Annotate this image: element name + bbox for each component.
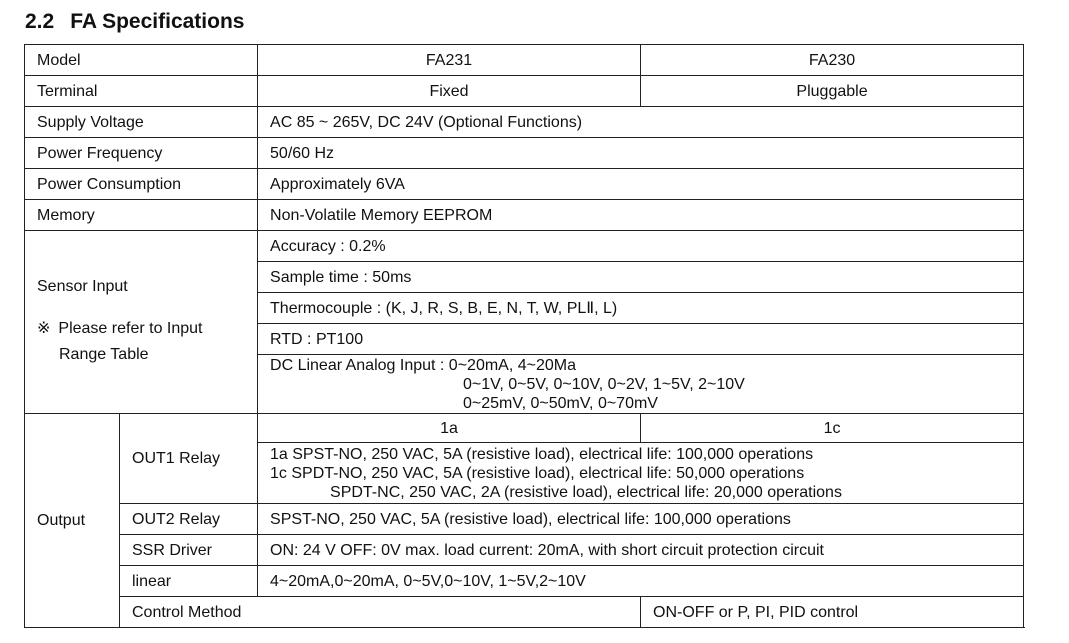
ssr-driver-value: ON: 24 V OFF: 0V max. load current: 20mA, with short circuit protection circuit <box>258 535 1024 566</box>
memory-label: Memory <box>25 200 258 231</box>
table-row <box>25 231 1024 262</box>
sensor-input-label-cell <box>25 231 258 414</box>
power-consumption-value: Approximately 6VA <box>258 169 1024 200</box>
sensor-input-note <box>37 316 257 368</box>
dc-linear-line-2: 0~1V, 0~5V, 0~10V, 0~2V, 1~5V, 2~10V <box>463 375 745 393</box>
terminal-label: Terminal <box>25 76 258 107</box>
output-label: Output <box>25 414 120 628</box>
model-label: Model <box>25 45 258 76</box>
note-line-2: Range Table <box>59 345 149 363</box>
out1-line-3: SPDT-NC, 250 VAC, 2A (resistive load), electrical life: 20,000 operations <box>330 483 842 501</box>
table-row <box>25 566 1024 597</box>
sensor-input-label: Sensor Input <box>37 277 128 295</box>
power-frequency-value: 50/60 Hz <box>258 138 1024 169</box>
out1-relay-value <box>258 443 1024 504</box>
table-row <box>25 200 1024 231</box>
ssr-driver-label: SSR Driver <box>120 535 258 566</box>
out1-col-1c: 1c <box>641 414 1024 443</box>
section-title: FA Specifications <box>70 10 245 33</box>
model-fa231: FA231 <box>258 45 641 76</box>
table-row <box>25 169 1024 200</box>
sensor-thermocouple: Thermocouple : (K, J, R, S, B, E, N, T, W, PLⅡ, L) <box>258 293 1024 324</box>
out2-relay-label: OUT2 Relay <box>120 504 258 535</box>
memory-value: Non-Volatile Memory EEPROM <box>258 200 1024 231</box>
model-fa230: FA230 <box>641 45 1024 76</box>
section-heading <box>25 10 244 34</box>
sensor-accuracy: Accuracy : 0.2% <box>258 231 1024 262</box>
sensor-sample-time: Sample time : 50ms <box>258 262 1024 293</box>
power-frequency-label: Power Frequency <box>25 138 258 169</box>
table-row <box>25 107 1024 138</box>
out1-col-1a: 1a <box>258 414 641 443</box>
linear-value: 4~20mA,0~20mA, 0~5V,0~10V, 1~5V,2~10V <box>258 566 1024 597</box>
table-row <box>25 504 1024 535</box>
table-row <box>25 535 1024 566</box>
fa-specifications-table <box>24 44 1024 628</box>
sensor-rtd: RTD : PT100 <box>258 324 1024 355</box>
linear-label: linear <box>120 566 258 597</box>
out1-line-2: 1c SPDT-NO, 250 VAC, 5A (resistive load), electrical life: 50,000 operations <box>270 464 805 482</box>
section-number: 2.2 <box>25 10 55 33</box>
power-consumption-label: Power Consumption <box>25 169 258 200</box>
control-method-label: Control Method <box>120 597 641 628</box>
terminal-fa231: Fixed <box>258 76 641 107</box>
note-mark: ※ <box>37 319 51 337</box>
table-row <box>25 76 1024 107</box>
table-row <box>25 414 1024 443</box>
table-row <box>25 138 1024 169</box>
out2-relay-value: SPST-NO, 250 VAC, 5A (resistive load), electrical life: 100,000 operations <box>258 504 1024 535</box>
dc-linear-line-3: 0~25mV, 0~50mV, 0~70mV <box>463 394 658 412</box>
dc-linear-line-1: DC Linear Analog Input : 0~20mA, 4~20Ma <box>270 356 576 374</box>
table-row <box>25 45 1024 76</box>
table-row <box>25 597 1024 628</box>
supply-voltage-label: Supply Voltage <box>25 107 258 138</box>
supply-voltage-value: AC 85 ~ 265V, DC 24V (Optional Functions) <box>258 107 1024 138</box>
out1-line-1: 1a SPST-NO, 250 VAC, 5A (resistive load), electrical life: 100,000 operations <box>270 445 814 463</box>
control-method-value: ON-OFF or P, PI, PID control <box>641 597 1024 628</box>
note-line-1: Please refer to Input <box>58 319 203 337</box>
terminal-fa230: Pluggable <box>641 76 1024 107</box>
sensor-dc-linear <box>258 355 1024 414</box>
out1-relay-label: OUT1 Relay <box>120 414 258 504</box>
